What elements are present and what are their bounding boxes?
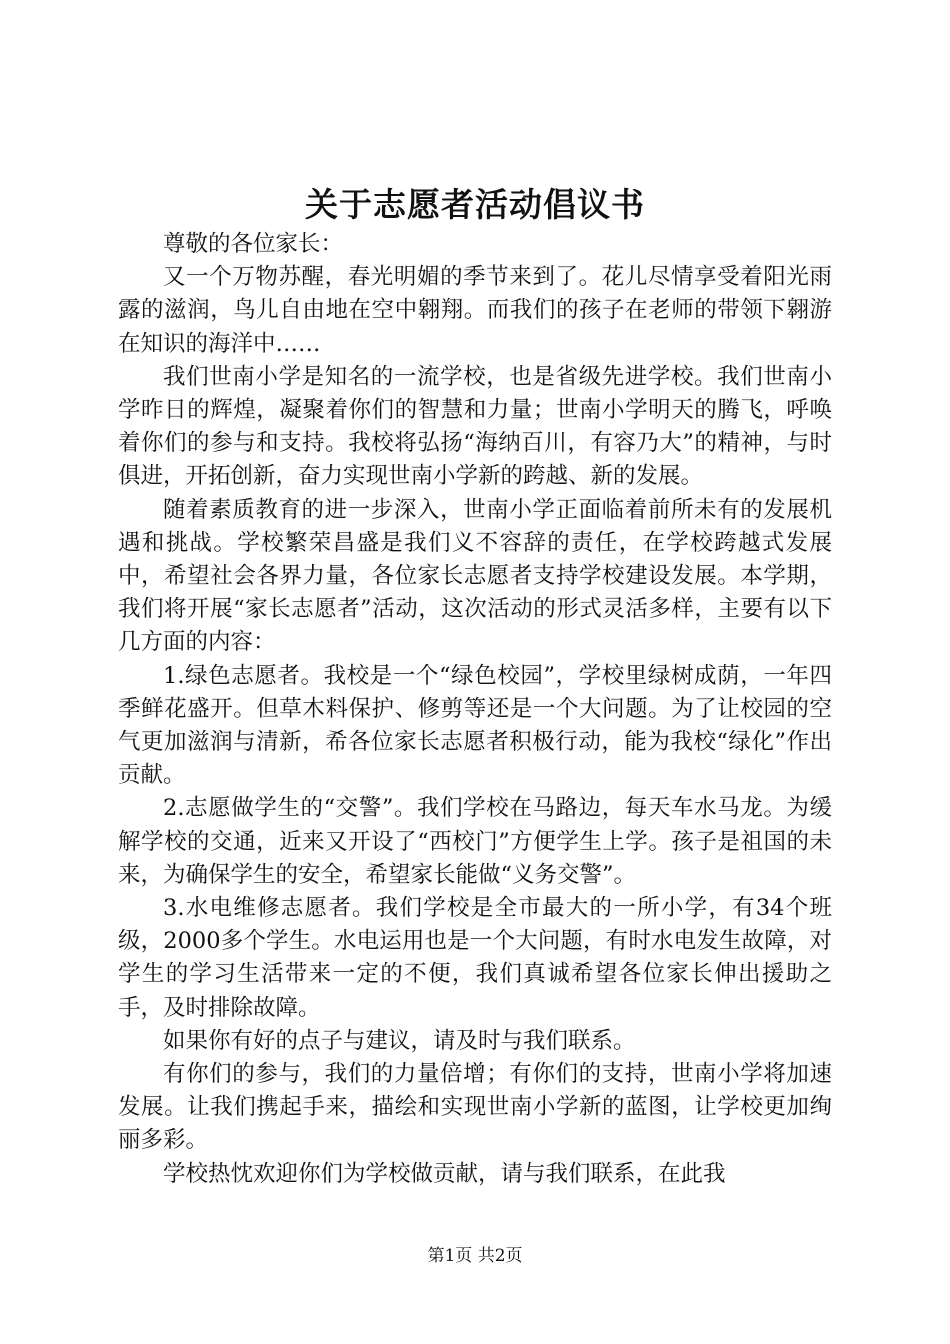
paragraph: 随着素质教育的进一步深入，世南小学正面临着前所未有的发展机遇和挑战。学校繁荣昌盛是我们义不容辞的责任，在学校跨越式发展中，希望社会各界力量，各位家长志愿者支持学校建设发展。本学期，我们将开展“家长志愿者”活动，这次活动的形式灵活多样，主要有以下几方面的内容：	[118, 496, 832, 656]
paragraph: 有你们的参与，我们的力量倍增；有你们的支持，世南小学将加速发展。让我们携起手来，描绘和实现世南小学新的蓝图，让学校更加绚丽多彩。	[118, 1061, 832, 1154]
paragraph: 我们世南小学是知名的一流学校，也是省级先进学校。我们世南小学昨日的辉煌，凝聚着你们的智慧和力量；世南小学明天的腾飞，呼唤着你们的参与和支持。我校将弘扬“海纳百川，有容乃大”的精神，与时俱进，开拓创新，奋力实现世南小学新的跨越、新的发展。	[118, 363, 832, 490]
paragraph: 1.绿色志愿者。我校是一个“绿色校园”，学校里绿树成荫，一年四季鲜花盛开。但草木料保护、修剪等还是一个大问题。为了让校园的空气更加滋润与清新，希各位家长志愿者积极行动，能为我校“绿化”作出贡献。	[118, 662, 832, 789]
paragraph: 又一个万物苏醒，春光明媚的季节来到了。花儿尽情享受着阳光雨露的滋润，鸟儿自由地在空中翱翔。而我们的孩子在老师的带领下翱游在知识的海洋中……	[118, 264, 832, 357]
paragraph: 学校热忱欢迎你们为学校做贡献，请与我们联系，在此我	[163, 1160, 726, 1187]
paragraph: 如果你有好的点子与建议，请及时与我们联系。	[163, 1027, 636, 1054]
page-footer: 第1页 共2页	[427, 1246, 523, 1266]
paragraph: 3.水电维修志愿者。我们学校是全市最大的一所小学，有34个班级，2000多个学生。水电运用也是一个大问题，有时水电发生故障，对学生的学习生活带来一定的不便，我们真诚希望各位家长伸出援助之手，及时排除故障。	[118, 895, 832, 1021]
salutation: 尊敬的各位家长：	[163, 231, 344, 257]
document-title: 关于志愿者活动倡议书	[305, 185, 645, 224]
document-body	[118, 228, 832, 1191]
paragraph: 2.志愿做学生的“交警”。我们学校在马路边，每天车水马龙。为缓解学校的交通，近来又开设了“西校门”方便学生上学。孩子是祖国的未来，为确保学生的安全，希望家长能做“义务交警”。	[118, 795, 832, 888]
